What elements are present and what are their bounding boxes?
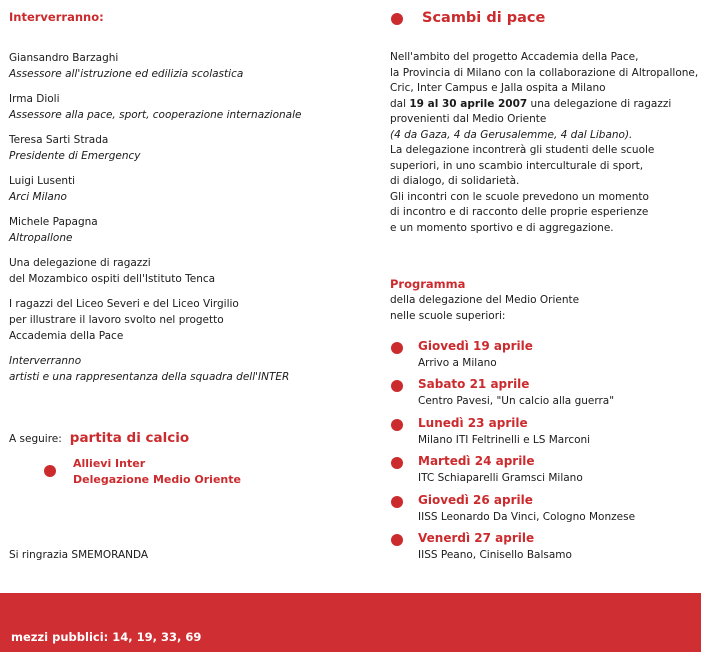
- intro-line-dates: [390, 97, 700, 113]
- team-name: Allievi Inter: [73, 457, 146, 470]
- intro-line: e un momento sportivo e di aggregazione.: [390, 221, 614, 234]
- event-date: Lunedì 23 aprile: [418, 416, 528, 430]
- intro-line: di dialogo, di solidarietà.: [390, 175, 520, 187]
- speaker-item: [9, 91, 369, 123]
- intro-line: Cric, Inter Campus e Jalla ospita a Milano: [390, 82, 606, 94]
- students-line: Accademia della Pace: [9, 330, 124, 342]
- artists-line: Interverranno: [9, 355, 82, 367]
- bullet-dot-icon: [391, 534, 403, 546]
- thanks-note: Si ringrazia SMEMORANDA: [9, 549, 149, 561]
- program-title: Programma: [390, 277, 466, 291]
- intro-line: di incontro e di racconto delle proprie esperienze: [390, 206, 649, 218]
- match-title: partita di calcio: [69, 430, 190, 446]
- intro-dates-bold: 19 al 30 aprile 2007: [409, 97, 528, 110]
- following-label: A seguire:: [9, 433, 62, 445]
- following-match: [9, 430, 189, 446]
- section-title-text: Scambi di pace: [422, 10, 546, 26]
- event-place: ITC Schiaparelli Gramsci Milano: [418, 472, 583, 484]
- intro-line: superiori, in uno scambio interculturale di sport,: [390, 159, 644, 172]
- students-note: [9, 296, 369, 344]
- event-place: Centro Pavesi, "Un calcio alla guerra": [418, 395, 615, 407]
- intro-line: (4 da Gaza, 4 da Gerusalemme, 4 dal Libano).: [390, 128, 633, 141]
- delegation-line: del Mozambico ospiti dell'Istituto Tenca: [9, 273, 216, 285]
- speaker-role: Altropallone: [9, 232, 73, 244]
- left-column: [9, 10, 369, 394]
- team-name: Delegazione Medio Oriente: [73, 473, 241, 486]
- bullet-dot-icon: [391, 380, 403, 392]
- mozambique-delegation: [9, 255, 369, 287]
- bullet-dot-icon: [391, 496, 403, 508]
- speaker-name: Michele Papagna: [9, 216, 98, 228]
- bullet-dot-icon: [44, 465, 56, 477]
- speaker-item: [9, 173, 369, 205]
- event-date: Giovedì 26 aprile: [418, 493, 533, 507]
- speaker-role: Assessore alla pace, sport, cooperazione internazionale: [9, 109, 302, 121]
- event-place: IISS Leonardo Da Vinci, Cologno Monzese: [418, 511, 636, 523]
- event-place: Arrivo a Milano: [418, 357, 497, 369]
- program-subtitle: della delegazione del Medio Oriente: [390, 294, 580, 306]
- intro-text-fragment: una delegazione di ragazzi: [527, 97, 672, 110]
- event-date: Giovedì 19 aprile: [418, 339, 533, 353]
- speaker-item: [9, 214, 369, 246]
- public-transport-info: mezzi pubblici: 14, 19, 33, 69: [11, 630, 202, 644]
- program-header: [390, 276, 579, 324]
- artists-line: artisti e una rappresentanza della squadra dell'INTER: [9, 371, 290, 383]
- intro-text-fragment: dal: [390, 97, 410, 110]
- speaker-name: Teresa Sarti Strada: [9, 134, 109, 146]
- speaker-role: Arci Milano: [9, 191, 67, 203]
- students-line: I ragazzi del Liceo Severi e del Liceo Virgilio: [9, 298, 239, 310]
- intro-line: La delegazione incontrerà gli studenti delle scuole: [390, 144, 655, 156]
- speaker-name: Luigi Lusenti: [9, 175, 76, 187]
- bullet-dot-icon: [391, 457, 403, 469]
- program-subtitle: nelle scuole superiori:: [390, 310, 506, 322]
- event-place: IISS Peano, Cinisello Balsamo: [418, 549, 572, 561]
- event-date: Martedì 24 aprile: [418, 454, 535, 468]
- event-date: Sabato 21 aprile: [418, 377, 530, 391]
- speaker-role: Presidente di Emergency: [9, 150, 141, 162]
- footer-band: [0, 593, 701, 652]
- intro-line: Gli incontri con le scuole prevedono un momento: [390, 190, 649, 203]
- intro-text: [390, 50, 700, 236]
- speakers-heading: Interverranno:: [9, 10, 104, 24]
- teams-names: [73, 456, 241, 488]
- delegation-line: Una delegazione di ragazzi: [9, 257, 151, 269]
- students-line: per illustrare il lavoro svolto nel progetto: [9, 314, 224, 326]
- speaker-name: Giansandro Barzaghi: [9, 52, 119, 64]
- event-place: Milano ITI Feltrinelli e LS Marconi: [418, 434, 591, 446]
- speaker-item: [9, 50, 369, 82]
- bullet-dot-icon: [391, 13, 403, 25]
- speaker-name: Irma Dioli: [9, 93, 60, 105]
- intro-line: provenienti dal Medio Oriente: [390, 113, 547, 125]
- bullet-dot-icon: [391, 342, 403, 354]
- intro-line: Nell'ambito del progetto Accademia della Pace,: [390, 51, 639, 63]
- bullet-dot-icon: [391, 419, 403, 431]
- speaker-item: [9, 132, 369, 164]
- speaker-role: Assessore all'istruzione ed edilizia scolastica: [9, 68, 244, 80]
- event-date: Venerdì 27 aprile: [418, 531, 535, 545]
- artists-note: [9, 353, 369, 385]
- intro-line: la Provincia di Milano con la collaborazione di Altropallone,: [390, 66, 699, 79]
